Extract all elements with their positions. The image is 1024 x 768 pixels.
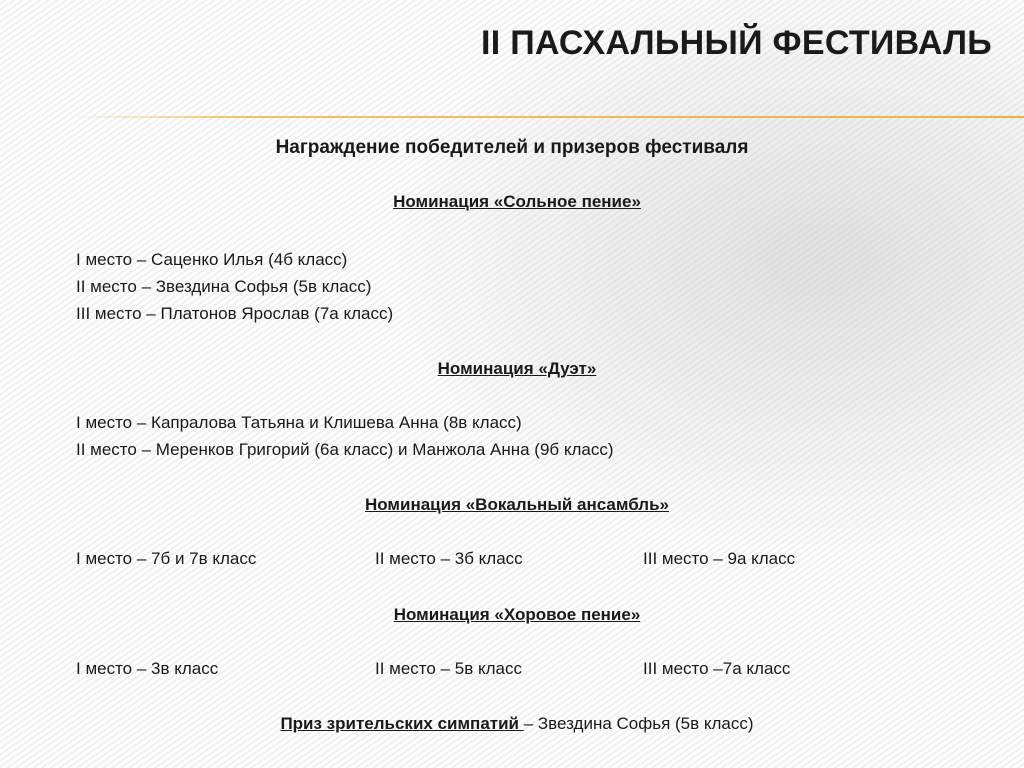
ensemble-place-2: II место – 3б класс — [375, 549, 523, 568]
nomination-heading-duet: Номинация «Дуэт» — [437, 359, 597, 378]
ensemble-place-1: I место – 7б и 7в класс — [76, 549, 257, 568]
duet-place-1: I место – Капралова Татьяна и Клишева Анна (8в класс) — [76, 413, 522, 432]
nomination-heading-vocal-ensemble: Номинация «Вокальный ансамбль» — [365, 495, 669, 514]
title-divider — [72, 116, 1024, 118]
duet-place-2: II место – Меренков Григорий (6а класс) и Манжола Анна (9б класс) — [76, 440, 614, 459]
choir-place-3: III место –7а класс — [643, 659, 791, 678]
slide-subtitle: Награждение победителей и призеров фестиваля — [275, 137, 749, 158]
solo-place-1: I место – Саценко Илья (4б класс) — [76, 250, 348, 269]
slide-title: II ПАСХАЛЬНЫЙ ФЕСТИВАЛЬ — [480, 24, 992, 62]
solo-place-3: III место – Платонов Ярослав (7а класс) — [76, 304, 394, 323]
ensemble-place-3: III место – 9а класс — [643, 549, 796, 568]
choir-place-2: II место – 5в класс — [375, 659, 522, 678]
audience-prize-winner: – Звездина Софья (5в класс) — [523, 714, 754, 733]
audience-prize — [0, 714, 1024, 734]
nomination-heading-solo: Номинация «Сольное пение» — [393, 192, 641, 211]
nomination-heading-choir: Номинация «Хоровое пение» — [393, 605, 641, 624]
solo-place-2: II место – Звездина Софья (5в класс) — [76, 277, 372, 296]
choir-place-1: I место – 3в класс — [76, 659, 219, 678]
audience-prize-label: Приз зрительских симпатий — [280, 714, 524, 733]
